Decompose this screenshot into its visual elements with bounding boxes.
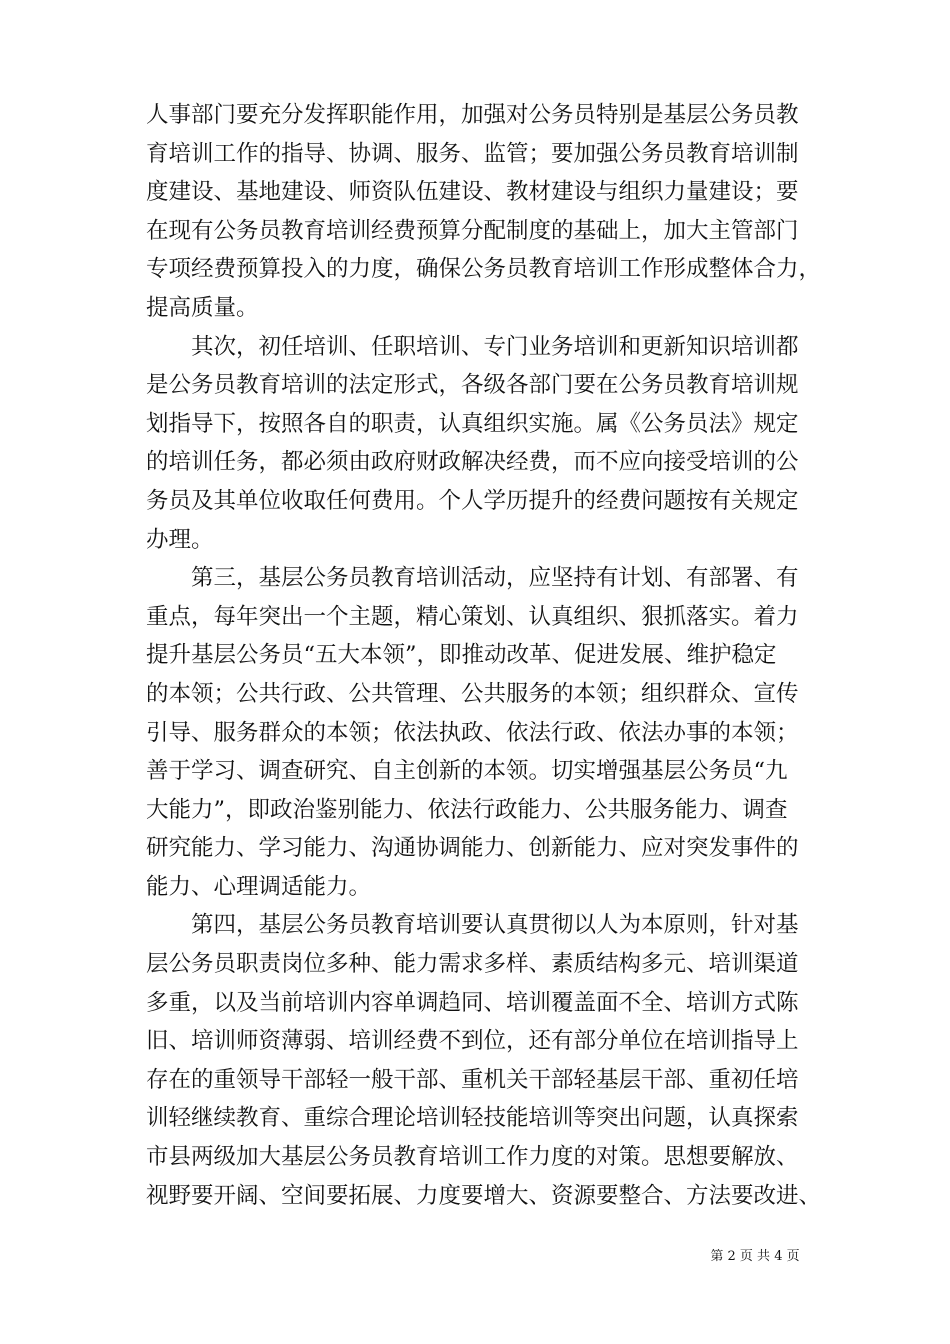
text-line: 训轻继续教育、重综合理论培训轻技能培训等突出问题，认真探索 — [146, 1105, 799, 1132]
text-line: 专项经费预算投入的力度，确保公务员教育培训工作形成整体合力， — [146, 256, 822, 283]
text-line: 第三，基层公务员教育培训活动，应坚持有计划、有部署、有 — [146, 565, 799, 592]
text-line: 提高质量。 — [146, 294, 259, 321]
text-line: 市县两级加大基层公务员教育培训工作力度的对策。思想要解放、 — [146, 1144, 799, 1171]
text-line: 办理。 — [146, 526, 214, 553]
text-line: 善于学习、调查研究、自主创新的本领。切实增强基层公务员“九 — [146, 758, 788, 785]
text-line: 其次，初任培训、任职培训、专门业务培训和更新知识培训都 — [146, 333, 799, 360]
text-line: 人事部门要充分发挥职能作用，加强对公务员特别是基层公务员教 — [146, 102, 799, 128]
text-line: 重点，每年突出一个主题，精心策划、认真组织、狠抓落实。着力 — [146, 603, 799, 630]
text-line: 的培训任务，都必须由政府财政解决经费，而不应向接受培训的公 — [146, 449, 799, 476]
body-text — [146, 96, 822, 1215]
text-line: 能力、心理调适能力。 — [146, 873, 372, 900]
text-line: 层公务员职责岗位多种、能力需求多样、素质结构多元、培训渠道 — [146, 951, 799, 978]
text-line: 在现有公务员教育培训经费预算分配制度的基础上，加大主管部门 — [146, 217, 799, 244]
text-line: 第四，基层公务员教育培训要认真贯彻以人为本原则，针对基 — [146, 912, 799, 939]
text-line: 研究能力、学习能力、沟通协调能力、创新能力、应对突发事件的 — [146, 835, 799, 862]
text-line: 的本领；公共行政、公共管理、公共服务的本领；组织群众、宣传 — [146, 680, 799, 707]
text-line: 视野要开阔、空间要拓展、力度要增大、资源要整合、方法要改进、 — [146, 1182, 822, 1209]
text-line: 度建设、基地建设、师资队伍建设、教材建设与组织力量建设；要 — [146, 179, 799, 206]
text-line: 引导、服务群众的本领；依法执政、依法行政、依法办事的本领； — [146, 719, 799, 746]
text-line: 划指导下，按照各自的职责，认真组织实施。属《公务员法》规定 — [146, 410, 799, 437]
text-line: 多重，以及当前培训内容单调趋同、培训覆盖面不全、培训方式陈 — [146, 989, 799, 1016]
text-line: 务员及其单位收取任何费用。个人学历提升的经费问题按有关规定 — [146, 487, 799, 514]
text-line: 存在的重领导干部轻一般干部、重机关干部轻基层干部、重初任培 — [146, 1066, 799, 1093]
text-line: 育培训工作的指导、协调、服务、监管；要加强公务员教育培训制 — [146, 140, 799, 167]
text-line: 提升基层公务员“五大本领”，即推动改革、促进发展、维护稳定 — [146, 642, 777, 669]
text-line: 是公务员教育培训的法定形式，各级各部门要在公务员教育培训规 — [146, 372, 799, 399]
text-line: 大能力”，即政治鉴别能力、依法行政能力、公共服务能力、调查 — [146, 796, 788, 823]
page-number-footer: 第 2 页 共 4 页 — [710, 1249, 800, 1264]
text-line: 旧、培训师资薄弱、培训经费不到位，还有部分单位在培训指导上 — [146, 1028, 799, 1055]
